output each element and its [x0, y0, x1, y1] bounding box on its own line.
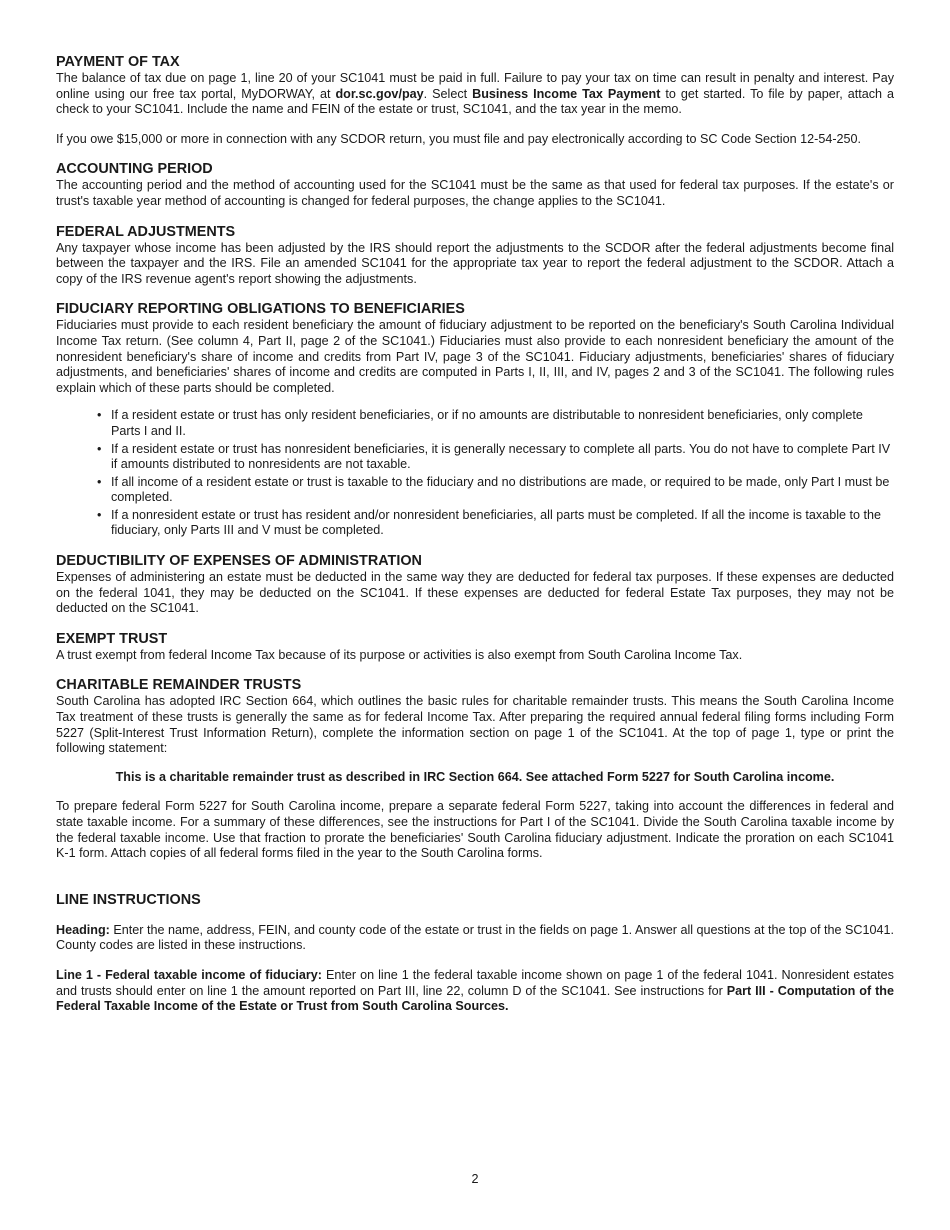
section-paragraph: Any taxpayer whose income has been adjusted by the IRS should report the adjustments to the SCDOR after the federal adjustments become final between the taxpayer and the IRS. File an amended SC1041 for the appropriate tax year to report the federal adjustment to the SCDOR. Attach a copy of the IRS revenue agent's report showing the adjustments. [56, 240, 894, 286]
section-heading: ACCOUNTING PERIOD [56, 161, 213, 178]
paragraph-text: to get started. To file by paper, attach a check to your SC1041. Include the name and FEIN of the estate or trust, SC1041, and the tax year in the memo. [56, 86, 894, 117]
section-deductibility [56, 553, 894, 617]
section-heading: CHARITABLE REMAINDER TRUSTS [56, 677, 302, 694]
section-paragraph: A trust exempt from federal Income Tax because of its purpose or activities is also exempt from South Carolina Income Tax. [56, 647, 743, 662]
paragraph-text: Enter on line 1 the federal taxable income shown on page 1 of the federal 1041. Nonresident estates and trusts should enter on line 1 the amount reported on Part III, line 22, column D of the SC1041. See instructions for [56, 967, 894, 998]
section-paragraph: The accounting period and the method of accounting used for the SC1041 must be the same as that used for federal tax purposes. If the estate's or trust's taxable year method of accounting is changed for federal purposes, the change applies to the SC1041. [56, 178, 894, 208]
section-line-instructions [56, 892, 894, 1015]
section-charitable-remainder-trusts [56, 677, 894, 861]
instructions-page [56, 54, 894, 1015]
list-item: • If a nonresident estate or trust has resident and/or nonresident beneficiaries, all parts must be completed. If all the income is taxable to the fiduciary, only Parts III and V must be completed. [111, 508, 894, 539]
paragraph-text: . Select [423, 86, 473, 101]
section-paragraph [56, 71, 894, 118]
required-statement: This is a charitable remainder trust as described in IRC Section 664. See attached Form 5227 for South Carolina income. [115, 769, 835, 784]
section-accounting-period [56, 161, 894, 209]
list-item: • If a resident estate or trust has only resident beneficiaries, or if no amounts are distributable to nonresident beneficiaries, only complete Parts I and II. [111, 408, 894, 439]
instruction-label: Line 1 - Federal taxable income of fiduciary: [56, 967, 322, 982]
rules-list [56, 408, 894, 539]
page-number: 2 [471, 1172, 479, 1186]
section-payment-of-tax [56, 54, 894, 147]
section-exempt-trust [56, 631, 894, 664]
section-paragraph: If you owe $15,000 or more in connection with any SCDOR return, you must file and pay electronically according to SC Code Section 12-54-250. [56, 131, 862, 146]
section-paragraph: South Carolina has adopted IRC Section 664, which outlines the basic rules for charitable remainder trusts. This means the South Carolina Income Tax treatment of these trusts is generally the same as for federal Income Tax. After preparing the required annual federal filing forms including Form 5227 (Split-Interest Trust Information Return), complete the information section on page 1 of the SC1041. At the top of page 1, type or print the following statement: [56, 694, 894, 756]
emphasis-text: Business Income Tax Payment [472, 86, 661, 101]
paragraph-text: Enter the name, address, FEIN, and county code of the estate or trust in the fields on page 1. Answer all questions at the top of the SC1041. County codes are listed in these instructions. [56, 922, 894, 953]
emphasis-text: Part III - Computation of the Federal Taxable Income of the Estate or Trust from South Carolina Sources. [56, 983, 895, 1014]
section-heading: DEDUCTIBILITY OF EXPENSES OF ADMINISTRATION [56, 553, 422, 570]
section-heading: FIDUCIARY REPORTING OBLIGATIONS TO BENEFICIARIES [56, 301, 465, 318]
list-item: • If a resident estate or trust has nonresident beneficiaries, it is generally necessary to complete all parts. You do not have to complete Part IV if amounts distributed to nonresidents are not taxable. [111, 442, 894, 473]
section-federal-adjustments [56, 224, 894, 288]
section-paragraph [56, 923, 894, 954]
section-fiduciary-reporting [56, 301, 894, 539]
section-paragraph: Fiduciaries must provide to each resident beneficiary the amount of fiduciary adjustment to be reported on the beneficiary's South Carolina Individual Income Tax return. (See column 4, Part II, page 2 of the SC1041.) Fiduciaries must also provide to each nonresident beneficiary the amount of the nonresident beneficiary's share of income and credits from Part IV, page 3 of the SC1041. Fiduciary adjustments, beneficiaries' shares of fiduciary adjustments, and beneficiaries' shares of income and credits are computed in Parts I, II, III, and IV, pages 2 and 3 of the SC1041. The following rules explain which of these parts should be completed. [56, 318, 894, 395]
section-heading: EXEMPT TRUST [56, 630, 168, 647]
list-item: • If all income of a resident estate or trust is taxable to the fiduciary and no distributions are made, or required to be made, only Part I must be completed. [111, 475, 894, 506]
section-heading: LINE INSTRUCTIONS [56, 891, 201, 908]
section-paragraph: To prepare federal Form 5227 for South Carolina income, prepare a separate federal Form 5227, taking into account the differences in federal and state taxable income. For a summary of these differences, see the instructions for Part I of the SC1041. Divide the South Carolina taxable income by the federal taxable income. Use that fraction to prorate the beneficiaries' South Carolina fiduciary adjustment. Indicate the proration on each SC1041 K-1 form. Attach copies of all federal forms filed in the year to the South Carolina forms. [56, 799, 894, 861]
section-heading: PAYMENT OF TAX [56, 54, 180, 70]
paragraph-text: The balance of tax due on page 1, line 20 of your SC1041 must be paid in full. Failure to pay your tax on time can result in penalty and interest. Pay online using our free tax portal, MyDORWAY, at [56, 71, 894, 101]
section-paragraph [56, 968, 894, 1015]
instruction-label: Heading: [56, 922, 110, 937]
section-paragraph: Expenses of administering an estate must be deducted in the same way they are deducted for federal tax purposes. If these expenses are deducted on the federal 1041, they may be deducted on the SC1041. If these expenses are deducted for federal Estate Tax purposes, they may not be deducted on the SC1041. [56, 570, 894, 616]
section-heading: FEDERAL ADJUSTMENTS [56, 223, 236, 240]
payment-portal-link[interactable]: dor.sc.gov/pay [335, 86, 424, 101]
